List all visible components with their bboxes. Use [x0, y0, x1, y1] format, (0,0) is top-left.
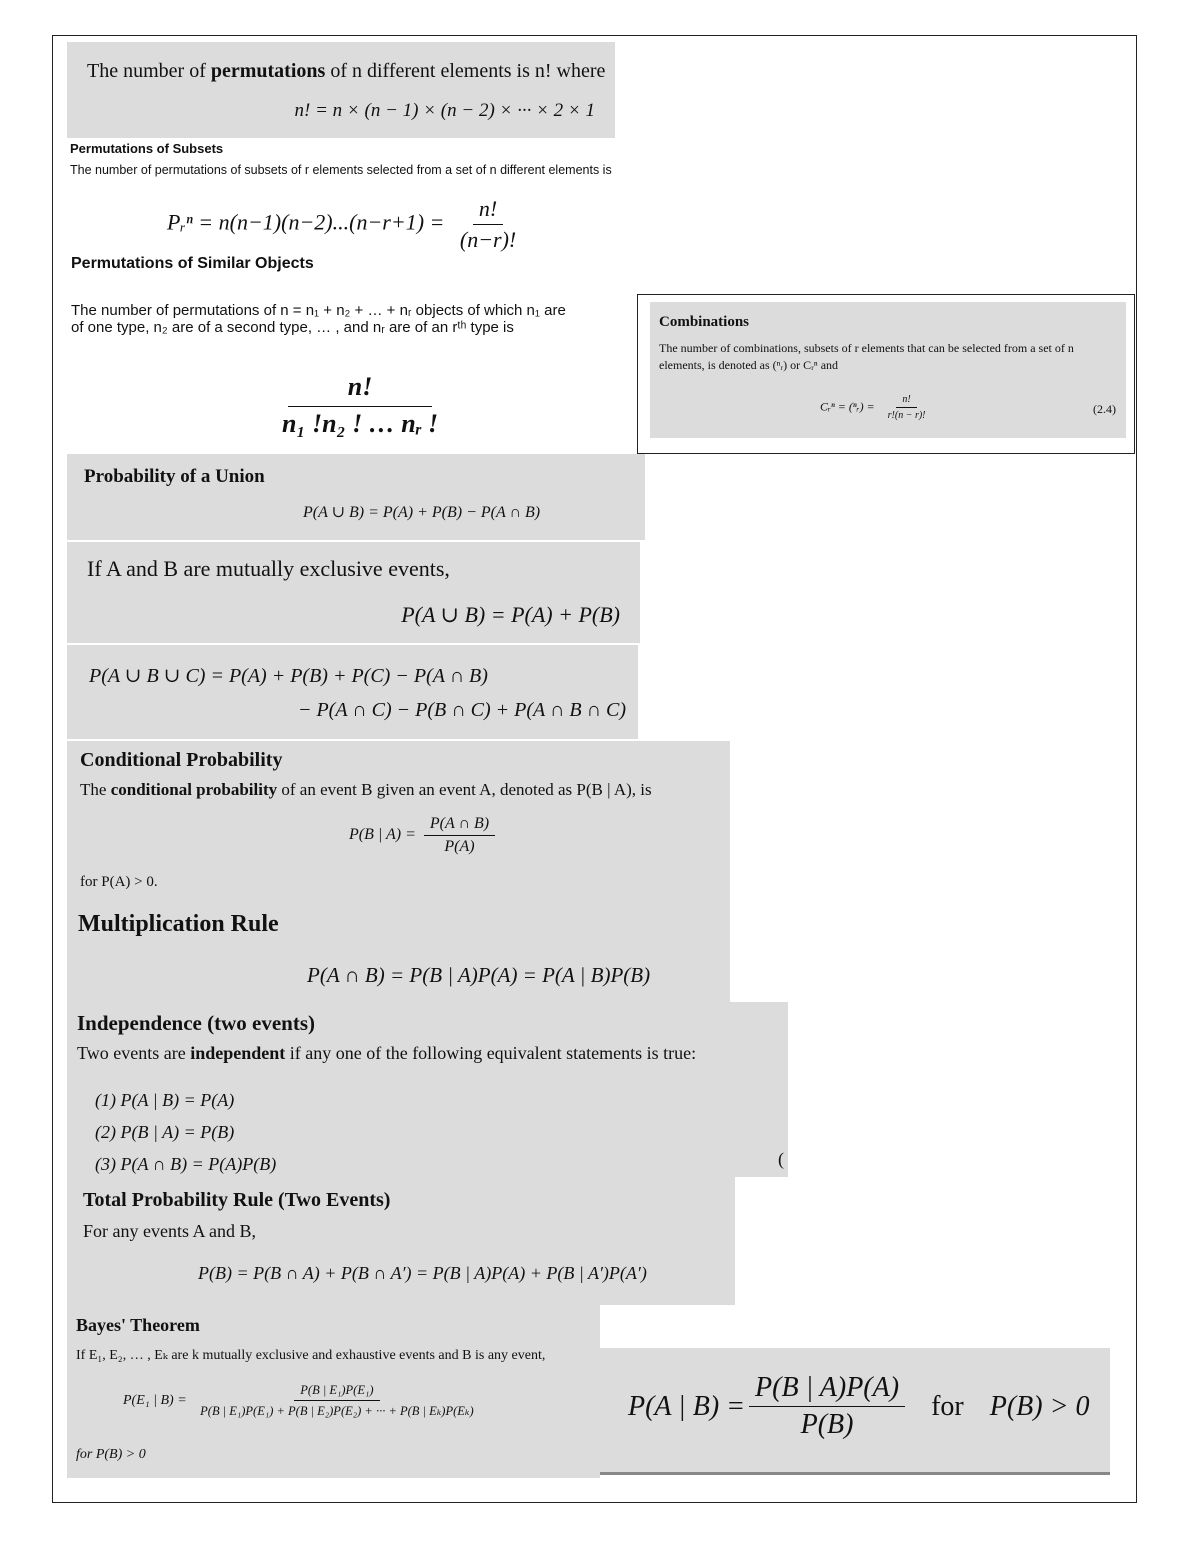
union-formula: P(A ∪ B) = P(A) + P(B) − P(A ∩ B): [303, 504, 541, 521]
combinations-fraction: [882, 394, 932, 421]
subsets-fraction: [454, 196, 522, 253]
bayes-lhs: P(E₁ | B) =: [123, 1393, 187, 1409]
total-formula: P(B) = P(B ∩ A) + P(B ∩ A′) = P(B | A)P(A) + P(B | A′)P(A′): [198, 1263, 647, 1283]
independence-list: [95, 1084, 276, 1180]
bayes-simple-numerator: P(B | A)P(A): [749, 1372, 905, 1407]
conditional-text-bold: conditional probability: [110, 780, 278, 799]
total-title: Total Probability Rule (Two Events): [83, 1189, 391, 1211]
exclusive-formula: P(A ∪ B) = P(A) + P(B): [401, 602, 620, 627]
similar-text-line-1: The number of permutations of n = n₁ + n₂ + … + nᵣ objects of which n₁ are: [71, 302, 566, 319]
permutations-box: [67, 42, 615, 138]
permutations-intro-bold: permutations: [210, 60, 326, 82]
independence-item-2: (2) P(B | A) = P(B): [95, 1122, 235, 1142]
similar-formula: [272, 372, 448, 439]
conditional-numerator: P(A ∩ B): [424, 815, 495, 836]
independence-text-bold: independent: [190, 1043, 286, 1063]
bayes-simple-denominator: P(B): [800, 1409, 854, 1440]
independence-title: Independence (two events): [77, 1011, 315, 1035]
conditional-fraction: [424, 815, 495, 856]
permutations-intro-post: of n different elements is n! where: [330, 60, 606, 82]
permutations-intro: [87, 60, 605, 83]
union-title: Probability of a Union: [84, 466, 265, 487]
independence-trailing: (: [778, 1149, 784, 1169]
conditional-text: [80, 780, 652, 800]
bayes-simple-fraction: [749, 1372, 905, 1441]
conditional-text-post: of an event B given an event A, denoted as P(B | A), is: [281, 780, 652, 799]
bayes-condition: for P(B) > 0: [76, 1447, 146, 1462]
similar-text-line-2: of one type, n₂ are of a second type, … , and nᵣ are of an rᵗʰ type is: [71, 319, 514, 336]
independence-item-1: (1) P(A | B) = P(A): [95, 1090, 235, 1110]
bayes-title: Bayes' Theorem: [76, 1315, 200, 1335]
conditional-box: [67, 741, 730, 1002]
multiplication-title: Multiplication Rule: [78, 911, 279, 937]
multiplication-formula: P(A ∩ B) = P(B | A)P(A) = P(A | B)P(B): [307, 963, 651, 987]
union-box: [67, 454, 645, 540]
combinations-frame: [637, 294, 1135, 454]
independence-text: [77, 1043, 696, 1064]
total-text: For any events A and B,: [83, 1221, 256, 1241]
bayes-simple-box: [600, 1348, 1110, 1475]
bayes-simple-formula: [628, 1372, 1089, 1441]
conditional-lhs: P(B | A) =: [349, 826, 416, 844]
bayes-simple-lhs: P(A | B) =: [628, 1390, 746, 1422]
conditional-text-pre: The: [80, 780, 107, 799]
independence-text-pre: Two events are: [77, 1043, 186, 1063]
factorial-formula: n! = n × (n − 1) × (n − 2) × ··· × 2 × 1: [294, 100, 595, 121]
conditional-formula: [349, 815, 499, 856]
conditional-title: Conditional Probability: [80, 749, 283, 771]
exclusive-box: [67, 542, 640, 643]
subsets-formula: [167, 196, 526, 253]
conditional-condition: for P(A) > 0.: [80, 874, 158, 890]
three-events-line-1: P(A ∪ B ∪ C) = P(A) + P(B) + P(C) − P(A ∩ B): [89, 665, 488, 687]
combinations-numerator: n!: [896, 394, 916, 408]
permutations-intro-pre: The number of: [87, 60, 206, 82]
three-events-box: [67, 645, 638, 739]
independence-item-3: (3) P(A ∩ B) = P(A)P(B): [95, 1154, 277, 1174]
subsets-numerator: n!: [473, 196, 503, 225]
bayes-simple-for: for: [931, 1390, 964, 1422]
similar-fraction: [276, 372, 444, 439]
bayes-fraction: [194, 1383, 479, 1419]
combinations-title: Combinations: [659, 314, 750, 330]
combinations-text: The number of combinations, subsets of r elements that can be selected from a set of n elements, is denoted as (ⁿᵣ) or Cᵣⁿ and: [659, 341, 1074, 372]
bayes-text: If E₁, E₂, … , Eₖ are k mutually exclusive and exhaustive events and B is any event,: [76, 1348, 546, 1363]
three-events-line-2: − P(A ∩ C) − P(B ∩ C) + P(A ∩ B ∩ C): [297, 699, 626, 721]
combinations-formula: [820, 394, 936, 421]
bayes-box: [67, 1305, 600, 1478]
exclusive-text: If A and B are mutually exclusive events,: [87, 556, 450, 581]
combinations-lhs: Cᵣⁿ = (ⁿᵣ) =: [820, 399, 875, 414]
independence-box: [67, 1002, 788, 1177]
subsets-denominator: (n−r)!: [459, 227, 517, 252]
subsets-text: The number of permutations of subsets of r elements selected from a set of n different elements is: [70, 163, 612, 177]
similar-numerator: n!: [288, 372, 433, 407]
similar-denominator: n₁ !n₂ ! … nᵣ !: [282, 409, 439, 438]
combinations-box: [650, 302, 1126, 438]
bayes-formula: [123, 1383, 484, 1419]
conditional-denominator: P(A): [444, 838, 475, 855]
combinations-denominator: r!(n − r)!: [887, 410, 926, 421]
subsets-title: Permutations of Subsets: [70, 141, 224, 156]
total-box: [67, 1177, 735, 1305]
combinations-equation-number: (2.4): [1093, 402, 1116, 416]
similar-box: [67, 252, 632, 452]
similar-title: Permutations of Similar Objects: [71, 255, 314, 272]
subsets-lhs: Pᵣⁿ = n(n−1)(n−2)...(n−r+1) =: [167, 209, 445, 235]
similar-text: [71, 302, 566, 336]
subsets-box: [67, 140, 632, 252]
bayes-numerator: P(B | E₁)P(E₁): [294, 1383, 379, 1401]
bayes-simple-condition: P(B) > 0: [989, 1390, 1090, 1422]
bayes-denominator: P(B | E₁)P(E₁) + P(B | E₂)P(E₂) + ··· + P(B | Eₖ)P(Eₖ): [200, 1404, 474, 1418]
independence-text-post: if any one of the following equivalent statements is true:: [289, 1043, 697, 1063]
